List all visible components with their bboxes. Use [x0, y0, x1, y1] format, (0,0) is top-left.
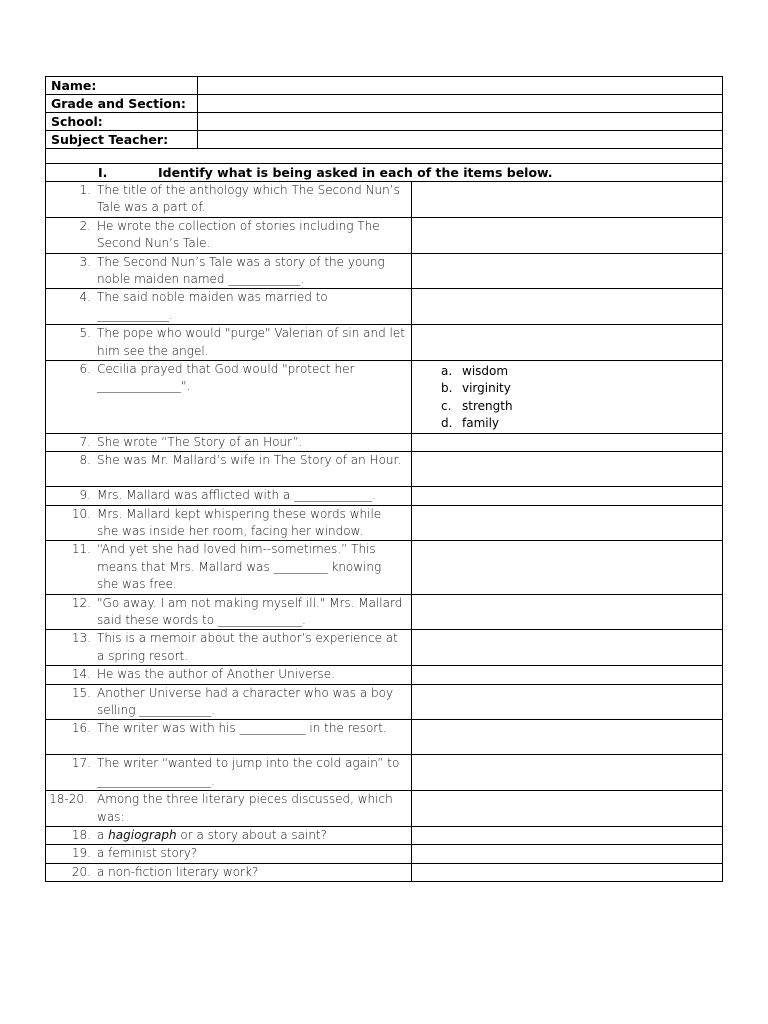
choice-b: b. virginity: [441, 381, 511, 396]
question-text: "Go away. I am not making myself ill." Mrs. Mallard said these words to ______________.: [97, 595, 403, 627]
question-row: 8. She was Mr. Mallard’s wife in The Story of an Hour.: [46, 452, 723, 487]
question-text: Another Universe had a character who was a boy selling ____________.: [97, 685, 394, 717]
answer-cell[interactable]: [412, 755, 723, 791]
question-row: 1. The title of the anthology which The Second Nun’s Tale was a part of.: [46, 182, 723, 218]
question-row: 3. The Second Nun’s Tale was a story of the young noble maiden named ____________.: [46, 253, 723, 289]
question-text: He was the author of Another Universe.: [97, 667, 335, 682]
choice-a: a. wisdom: [441, 364, 509, 379]
question-group-text: Among the three literary pieces discussed, which was:: [97, 792, 393, 824]
spacer-row: [46, 149, 723, 164]
question-row: 20. a non-fiction literary work?: [46, 863, 723, 881]
question-text: Mrs. Mallard kept whispering these words while she was inside her room, facing her window.: [97, 506, 382, 538]
question-text: The writer was with his ___________ in the resort.: [97, 721, 387, 736]
name-label: Name:: [46, 77, 198, 95]
question-row: 16. The writer was with his ___________ in the resort.: [46, 720, 723, 755]
answer-cell[interactable]: [412, 325, 723, 361]
question-row: 17. The writer “wanted to jump into the cold again” to ___________________.: [46, 755, 723, 791]
name-row: [46, 77, 723, 95]
question-row: 19. a feminist story?: [46, 845, 723, 863]
section-numeral: I.: [98, 165, 108, 180]
question-row: 5. The pope who would "purge" Valerian of sin and let him see the angel.: [46, 325, 723, 361]
answer-cell[interactable]: [412, 630, 723, 666]
choice-list: [412, 361, 722, 433]
school-field[interactable]: [198, 113, 723, 131]
name-field[interactable]: [198, 77, 723, 95]
question-text: The title of the anthology which The Second Nun’s Tale was a part of.: [97, 183, 400, 215]
choice-c: c. strength: [441, 398, 513, 413]
answer-cell[interactable]: [412, 487, 723, 505]
answer-cell[interactable]: [412, 433, 723, 451]
question-row: 13. This is a memoir about the author’s experience at a spring resort.: [46, 630, 723, 666]
answer-choices-cell: [412, 361, 723, 434]
question-text: This is a memoir about the author’s experience at a spring resort.: [97, 631, 398, 663]
answer-cell[interactable]: [412, 827, 723, 845]
answer-cell[interactable]: [412, 845, 723, 863]
school-label: School:: [46, 113, 198, 131]
grade-section-row: [46, 95, 723, 113]
answer-cell[interactable]: [412, 791, 723, 827]
answer-cell[interactable]: [412, 217, 723, 253]
question-text: a non-fiction literary work?: [97, 864, 259, 879]
answer-cell[interactable]: [412, 182, 723, 218]
answer-cell[interactable]: [412, 289, 723, 325]
answer-cell[interactable]: [412, 684, 723, 720]
question-row: 6. Cecilia prayed that God would "protect her ______________". a. wisdom b. virginity c. strength d. family: [46, 361, 723, 434]
question-text: The Second Nun’s Tale was a story of the young noble maiden named ____________.: [97, 254, 385, 287]
question-row: 11. “And yet she had loved him--sometimes.” This means that Mrs. Mallard was _________ knowing she was free.: [46, 541, 723, 594]
question-text: The pope who would "purge" Valerian of sin and let him see the angel.: [97, 326, 405, 358]
question-row: 9. Mrs. Mallard was afflicted with a _____________.: [46, 487, 723, 505]
section-heading-row: [46, 164, 723, 182]
question-text: She wrote “The Story of an Hour”.: [97, 434, 303, 449]
question-text: The said noble maiden was married to ____________.: [97, 290, 328, 322]
question-row: 12. "Go away. I am not making myself ill." Mrs. Mallard said these words to ______________.: [46, 594, 723, 630]
question-row: 18. a hagiograph or a story about a saint?: [46, 827, 723, 845]
question-text: He wrote the collection of stories including The Second Nun’s Tale.: [97, 218, 380, 251]
answer-cell[interactable]: [412, 666, 723, 684]
answer-cell[interactable]: [412, 505, 723, 541]
question-text: The writer “wanted to jump into the cold again” to ___________________.: [97, 756, 400, 788]
answer-cell[interactable]: [412, 720, 723, 755]
answer-cell[interactable]: [412, 594, 723, 630]
choice-d: d. family: [441, 416, 500, 431]
question-row: 7. She wrote “The Story of an Hour”.: [46, 433, 723, 451]
subject-teacher-label: Subject Teacher:: [46, 131, 198, 149]
section-instruction: Identify what is being asked in each of the items below.: [158, 165, 553, 180]
worksheet-table: [45, 76, 723, 882]
school-row: [46, 113, 723, 131]
answer-cell[interactable]: [412, 863, 723, 881]
question-row: 15. Another Universe had a character who was a boy selling ____________.: [46, 684, 723, 720]
question-text: Cecilia prayed that God would "protect her ______________".: [97, 362, 355, 394]
worksheet: [45, 76, 722, 882]
question-text: a hagiograph or a story about a saint?: [97, 828, 328, 842]
question-text: Mrs. Mallard was afflicted with a _____________.: [97, 488, 376, 503]
question-row: 2. He wrote the collection of stories including The Second Nun’s Tale.: [46, 217, 723, 253]
question-group-row: 18-20. Among the three literary pieces discussed, which was:: [46, 791, 723, 827]
question-text: a feminist story?: [97, 846, 198, 861]
subject-teacher-row: [46, 131, 723, 149]
subject-teacher-field[interactable]: [198, 131, 723, 149]
question-row: 4. The said noble maiden was married to ____________.: [46, 289, 723, 325]
grade-section-field[interactable]: [198, 95, 723, 113]
answer-cell[interactable]: [412, 253, 723, 289]
answer-cell[interactable]: [412, 452, 723, 487]
question-row: 14. He was the author of Another Universe.: [46, 666, 723, 684]
question-row: 10. Mrs. Mallard kept whispering these words while she was inside her room, facing her window.: [46, 505, 723, 541]
question-text: She was Mr. Mallard’s wife in The Story of an Hour.: [97, 453, 402, 468]
answer-cell[interactable]: [412, 541, 723, 594]
question-text: “And yet she had loved him--sometimes.” This means that Mrs. Mallard was _________ knowing she was free.: [97, 542, 382, 592]
grade-section-label: Grade and Section:: [46, 95, 198, 113]
